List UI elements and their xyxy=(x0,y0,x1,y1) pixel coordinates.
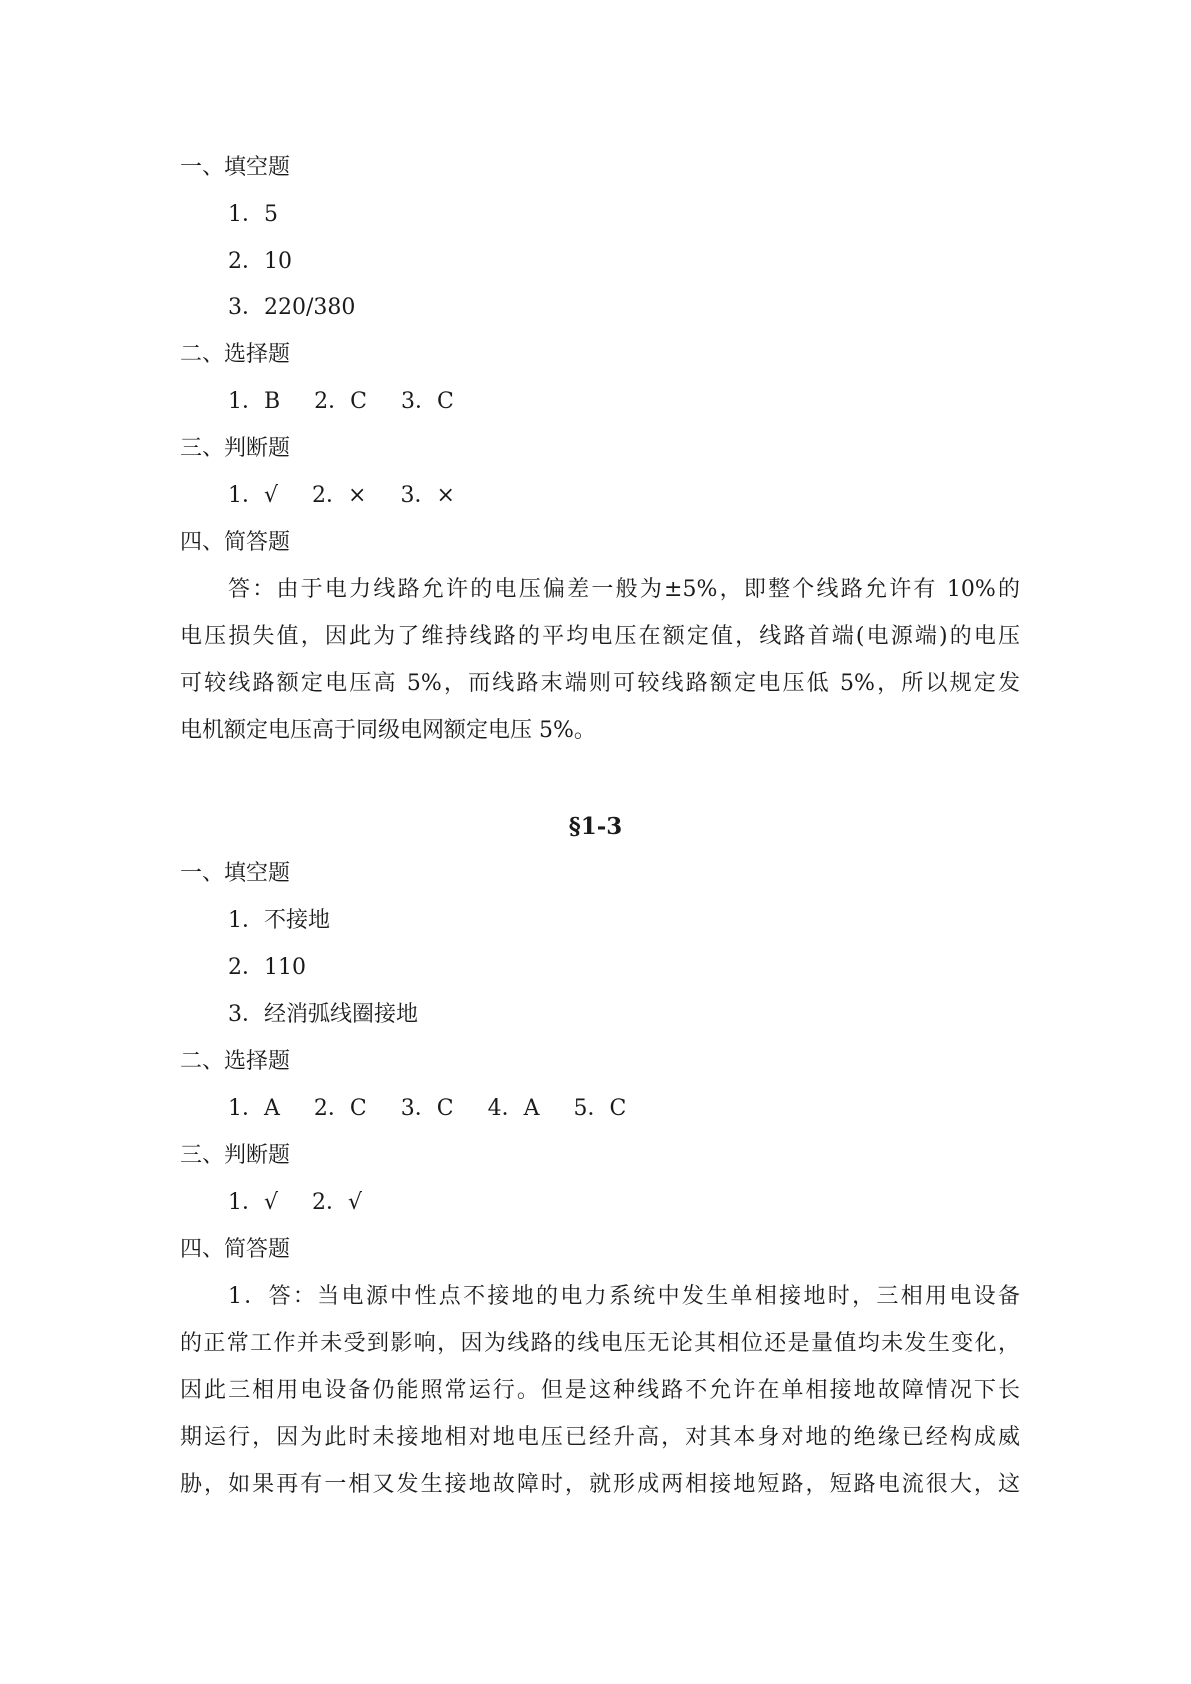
choice-answers-2 xyxy=(228,1094,626,1124)
choice-answer: 3．C xyxy=(400,1096,454,1121)
judge-answer: 2．√ xyxy=(312,1190,363,1215)
judge-heading-2: 三、判断题 xyxy=(180,1143,291,1168)
judge-answer: 2．× xyxy=(312,483,367,508)
choice-heading-1: 二、选择题 xyxy=(180,342,291,367)
judge-answer: 1．√ xyxy=(228,1190,279,1215)
fill-item-1-1: 1．5 xyxy=(228,202,278,227)
short-heading-1: 四、简答题 xyxy=(180,530,291,555)
judge-answers-1 xyxy=(228,481,455,511)
choice-answer: 5．C xyxy=(573,1096,627,1121)
section-title: §1-3 xyxy=(568,813,623,840)
fill-item-1-2: 2．10 xyxy=(228,249,292,274)
fill-item-1-3: 3．220/380 xyxy=(228,295,356,320)
short-answer-line: 胁，如果再有一相又发生接地故障时，就形成两相接地短路，短路电流很大，这 xyxy=(180,1472,1020,1497)
fill-heading-1: 一、填空题 xyxy=(180,155,291,180)
judge-answer: 1．√ xyxy=(228,483,279,508)
fill-heading-2: 一、填空题 xyxy=(180,861,291,886)
choice-heading-2: 二、选择题 xyxy=(180,1049,291,1074)
short-answer-line: 答：由于电力线路允许的电压偏差一般为±5%，即整个线路允许有 10%的 xyxy=(228,577,1020,602)
short-answer-line: 的正常工作并未受到影响，因为线路的线电压无论其相位还是量值均未发生变化， xyxy=(180,1331,1020,1356)
choice-answer: 4．A xyxy=(487,1096,540,1121)
short-answer-line: 期运行，因为此时未接地相对地电压已经升高，对其本身对地的绝缘已经构成威 xyxy=(180,1425,1020,1450)
fill-item-2-2: 2．110 xyxy=(228,955,306,980)
judge-answer: 3．× xyxy=(400,483,455,508)
choice-answers-1 xyxy=(228,387,454,417)
short-answer-line: 电压损失值，因此为了维持线路的平均电压在额定值，线路首端(电源端)的电压 xyxy=(180,624,1020,649)
fill-item-2-1: 1．不接地 xyxy=(228,908,330,933)
judge-answers-2 xyxy=(228,1188,362,1218)
fill-item-2-3: 3．经消弧线圈接地 xyxy=(228,1002,418,1027)
short-heading-2: 四、简答题 xyxy=(180,1237,291,1262)
choice-answer: 2．C xyxy=(314,389,368,414)
short-answer-line: 可较线路额定电压高 5%，而线路末端则可较线路额定电压低 5%，所以规定发 xyxy=(180,671,1020,696)
choice-answer: 3．C xyxy=(401,389,454,414)
judge-heading-1: 三、判断题 xyxy=(180,436,291,461)
short-answer-line: 1．答：当电源中性点不接地的电力系统中发生单相接地时，三相用电设备 xyxy=(228,1284,1020,1309)
choice-answer: 1．B xyxy=(228,389,281,414)
choice-answer: 2．C xyxy=(313,1096,367,1121)
choice-answer: 1．A xyxy=(228,1096,280,1121)
short-answer-line: 电机额定电压高于同级电网额定电压 5%。 xyxy=(180,718,596,743)
short-answer-line: 因此三相用电设备仍能照常运行。但是这种线路不允许在单相接地故障情况下长 xyxy=(180,1378,1020,1403)
